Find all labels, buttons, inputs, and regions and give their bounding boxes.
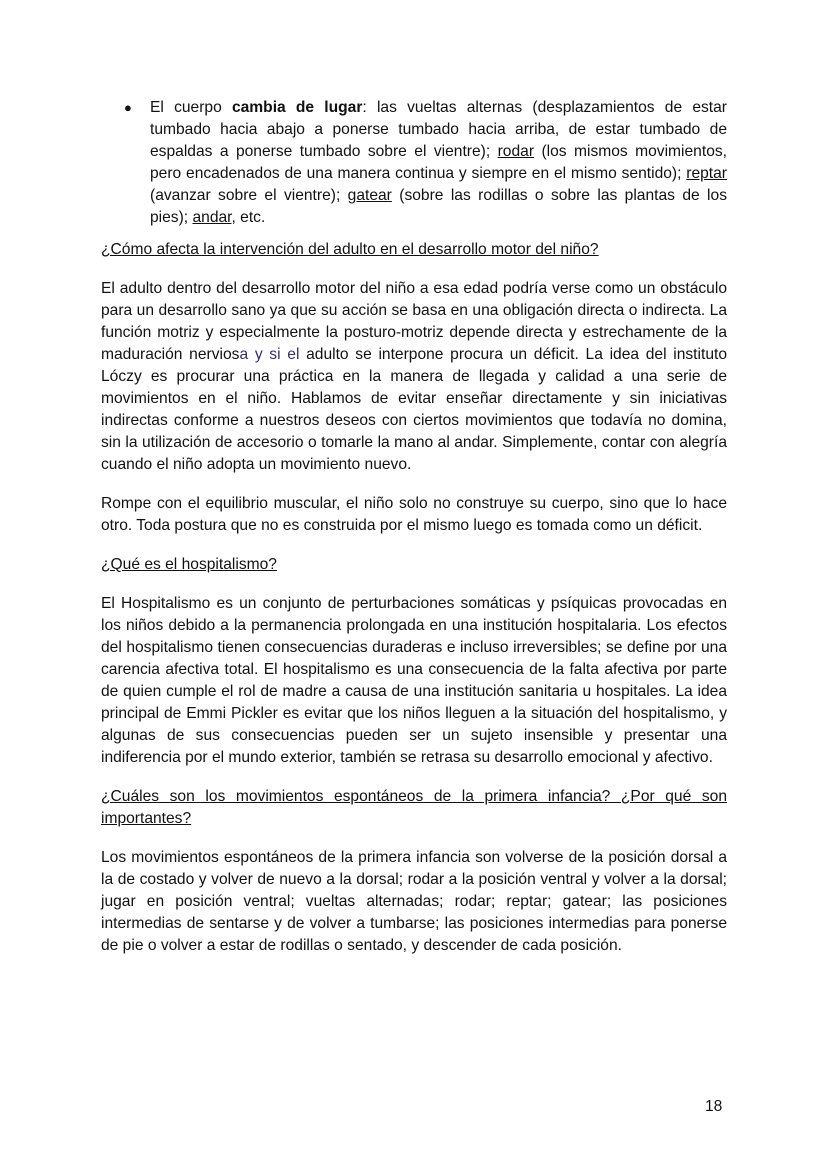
highlighted-text: a y si el [239,346,300,363]
bold-phrase: cambia de lugar [231,99,363,116]
bullet-dot-icon: ● [124,100,132,115]
page-content [101,97,727,974]
bullet-item: ● El cuerpo cambia de lugar: las vueltas alternas (desplazamientos de estar tumbado hacia abajo a ponerse tumbado hacia arriba, de estar tumbado de espaldas a ponerse tumbado sobre el vientre); rodar (los mismos movimientos, pero encadenados de una manera continua y siempre en el mismo sentido); reptar (avanzar sobre el vientre); gatear (sobre las rodillas o sobre las plantas de los pies); andar, etc. [124,99,727,226]
question-heading-1: ¿Cómo afecta la intervención del adulto en el desarrollo motor del niño? [101,241,599,258]
paragraph-3: El Hospitalismo es un conjunto de perturbaciones somáticas y psíquicas provocadas en los niños debido a la permanencia prolongada en una institución hospitalaria. Los efectos del hospitalismo tienen consecuencias duraderas e incluso irreversibles; se define por una carencia afectiva total. El hospitalismo es una consecuencia de la falta afectiva por parte de quien cumple el rol de madre a causa de una institución sanitaria u hospitales. La idea principal de Emmi Pickler es evitar que los niños lleguen a la situación del hospitalismo, y algunas de sus consecuencias pueden ser un sujeto insensible y presentar una indiferencia por el mundo exterior, también se retrasa su desarrollo emocional y afectivo. [101,595,727,766]
underlined-term-gatear: gatear [347,187,392,204]
paragraph-2: Rompe con el equilibrio muscular, el niño solo no construye su cuerpo, sino que lo hace otro. Toda postura que no es construida por el mismo luego es tomada como un déficit. [101,495,727,534]
underlined-term-rodar: rodar [497,143,535,160]
question-heading-2: ¿Qué es el hospitalismo? [101,556,277,573]
underlined-term-andar: andar [192,209,232,226]
question-heading-3: ¿Cuáles son los movimientos espontáneos de la primera infancia? ¿Por qué son importantes? [101,788,727,827]
page-number: 18 [705,1098,723,1115]
paragraph-4: Los movimientos espontáneos de la primera infancia son volverse de la posición dorsal a la de costado y volver de nuevo a la dorsal; rodar a la posición ventral y volver a la dorsal; jugar en posición ventral; vueltas alternadas; rodar; reptar; gatear; las posiciones intermedias de sentarse y de volver a tumbarse; las posiciones intermedias para ponerse de pie o volver a estar de rodillas o sentado, y descender de cada posición. [101,849,727,954]
paragraph-1: El adulto dentro del desarrollo motor del niño a esa edad podría verse como un obstáculo para un desarrollo sano ya que su acción se basa en una obligación directa o indirecta. La función motriz y especialmente la posturo-motriz depende directa y estrechamente de la maduración nerviosa y si el adulto se interpone procura un déficit. La idea del instituto Lóczy es procurar una práctica en la manera de llegada y calidad a una serie de movimientos en el niño. Hablamos de evitar enseñar directamente y sin iniciativas indirectas conforme a nuestros deseos con ciertos movimientos que todavía no domina, sin la utilización de accesorio o tomarle la mano al andar. Simplemente, contar con alegría cuando el niño adopta un movimiento nuevo. [101,280,727,473]
underlined-term-reptar: reptar [686,165,727,182]
